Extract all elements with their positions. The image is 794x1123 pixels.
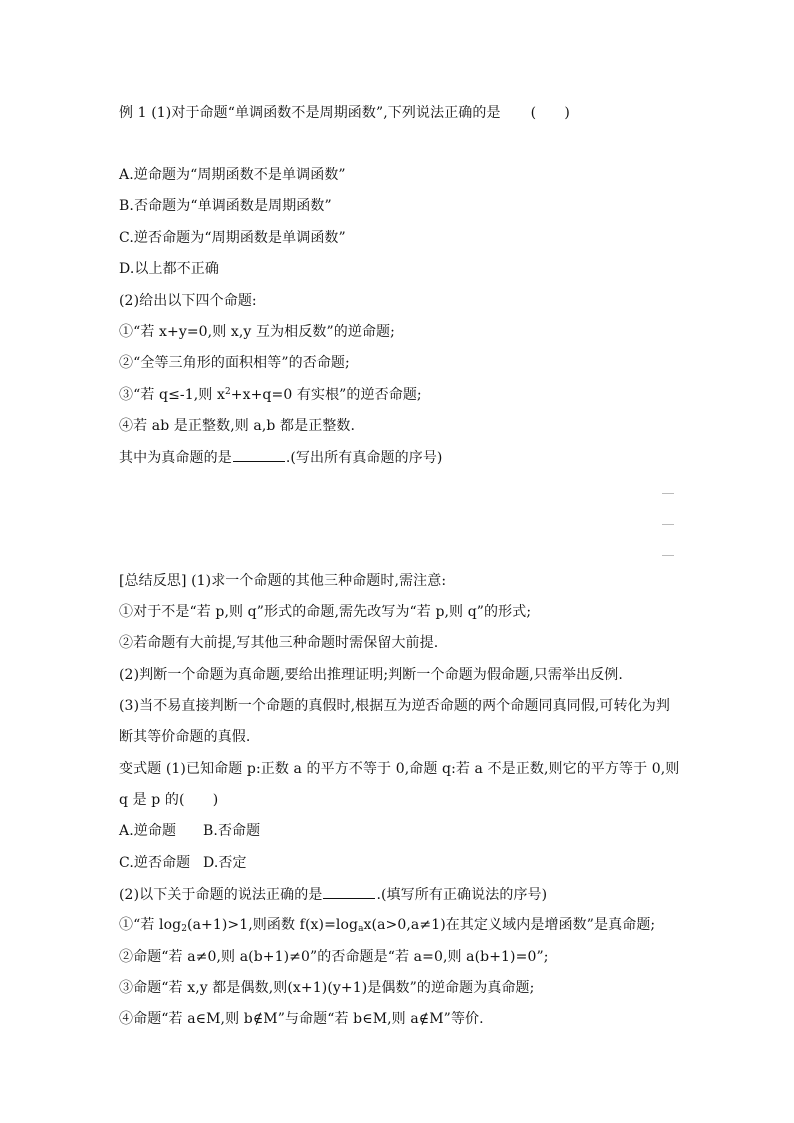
summary-point-3: (2)判断一个命题为真命题,要给出推理证明;判断一个命题为假命题,只需举出反例. — [119, 667, 623, 683]
variant-option-d: D.否定 — [203, 855, 247, 871]
variant-item-3: ③命题“若 x,y 都是偶数,则(x+1)(y+1)是偶数”的逆命题为真命题; — [119, 980, 535, 996]
margin-dash — [662, 524, 674, 525]
summary-point-4-line-1: (3)当不易直接判断一个命题的真假时,根据互为逆否命题的两个命题同真同假,可转化为判 — [119, 698, 670, 714]
summary-point-2: ②若命题有大前提,写其他三种命题时需保留大前提. — [119, 635, 439, 651]
q2-item-4: ④若 ab 是正整数,则 a,b 都是正整数. — [119, 418, 356, 434]
q2-title: (2)给出以下四个命题: — [119, 293, 257, 309]
summary-title: [总结反思] (1)求一个命题的其他三种命题时,需注意: — [119, 573, 447, 589]
answer-blank[interactable] — [323, 884, 375, 899]
q2-answer-line: 其中为真命题的是 .(写出所有真命题的序号) — [119, 447, 443, 468]
option-a: A.逆命题为“周期函数不是单调函数” — [119, 167, 346, 183]
variant-options-row-1 — [119, 821, 260, 841]
q2-item-1: ①“若 x+y=0,则 x,y 互为相反数”的逆命题; — [119, 324, 395, 340]
variant-option-a: A.逆命题 — [119, 823, 177, 839]
option-b: B.否命题为“单调函数是周期函数” — [119, 198, 332, 214]
q2-item-3: ③“若 q≤-1,则 $x^2+x+q=0$ 有实根”的逆否命题; — [119, 387, 422, 403]
variant-item-2: ②命题“若 a≠0,则 a(b+1)≠0”的否命题是“若 a=0,则 a(b+1)=0”; — [119, 949, 549, 965]
example-stem: 例 1 (1)对于命题“单调函数不是周期函数”,下列说法正确的是 ( ) — [119, 105, 570, 121]
margin-dash — [662, 555, 674, 556]
q2-item-2: ②“全等三角形的面积相等”的否命题; — [119, 355, 350, 371]
summary-point-4-line-2: 断其等价命题的真假. — [119, 729, 251, 745]
variant-item-4: ④命题“若 a∈M,则 b∉M”与命题“若 b∈M,则 a∉M”等价. — [119, 1011, 484, 1027]
variant-q1-line-2: q 是 p 的( ) — [119, 792, 219, 808]
summary-point-1: ①对于不是“若 p,则 q”形式的命题,需先改写为“若 p,则 q”的形式; — [119, 604, 532, 620]
variant-item-1: ①“若 $\log_2(a+1)>1$,则函数 $f(x)=\log_ax(a>0,a\ne 1)$在其定义域内是增函数”是真命题; — [119, 917, 656, 934]
margin-dash — [662, 493, 674, 494]
option-c: C.逆否命题为“周期函数是单调函数” — [119, 230, 346, 246]
answer-paren: ( ) — [530, 105, 570, 121]
variant-option-c: C.逆否命题 — [119, 855, 191, 871]
variant-q2-title: (2)以下关于命题的说法正确的是 .(填写所有正确说法的序号) — [119, 884, 547, 905]
variant-options-row-2 — [119, 853, 247, 873]
answer-blank[interactable] — [233, 447, 285, 462]
variant-option-b: B.否命题 — [203, 823, 261, 839]
option-d: D.以上都不正确 — [119, 261, 219, 277]
variant-q1-line-1: 变式题 (1)已知命题 p:正数 a 的平方不等于 0,命题 q:若 a 不是正数,则它的平方等于 0,则 — [119, 761, 680, 777]
